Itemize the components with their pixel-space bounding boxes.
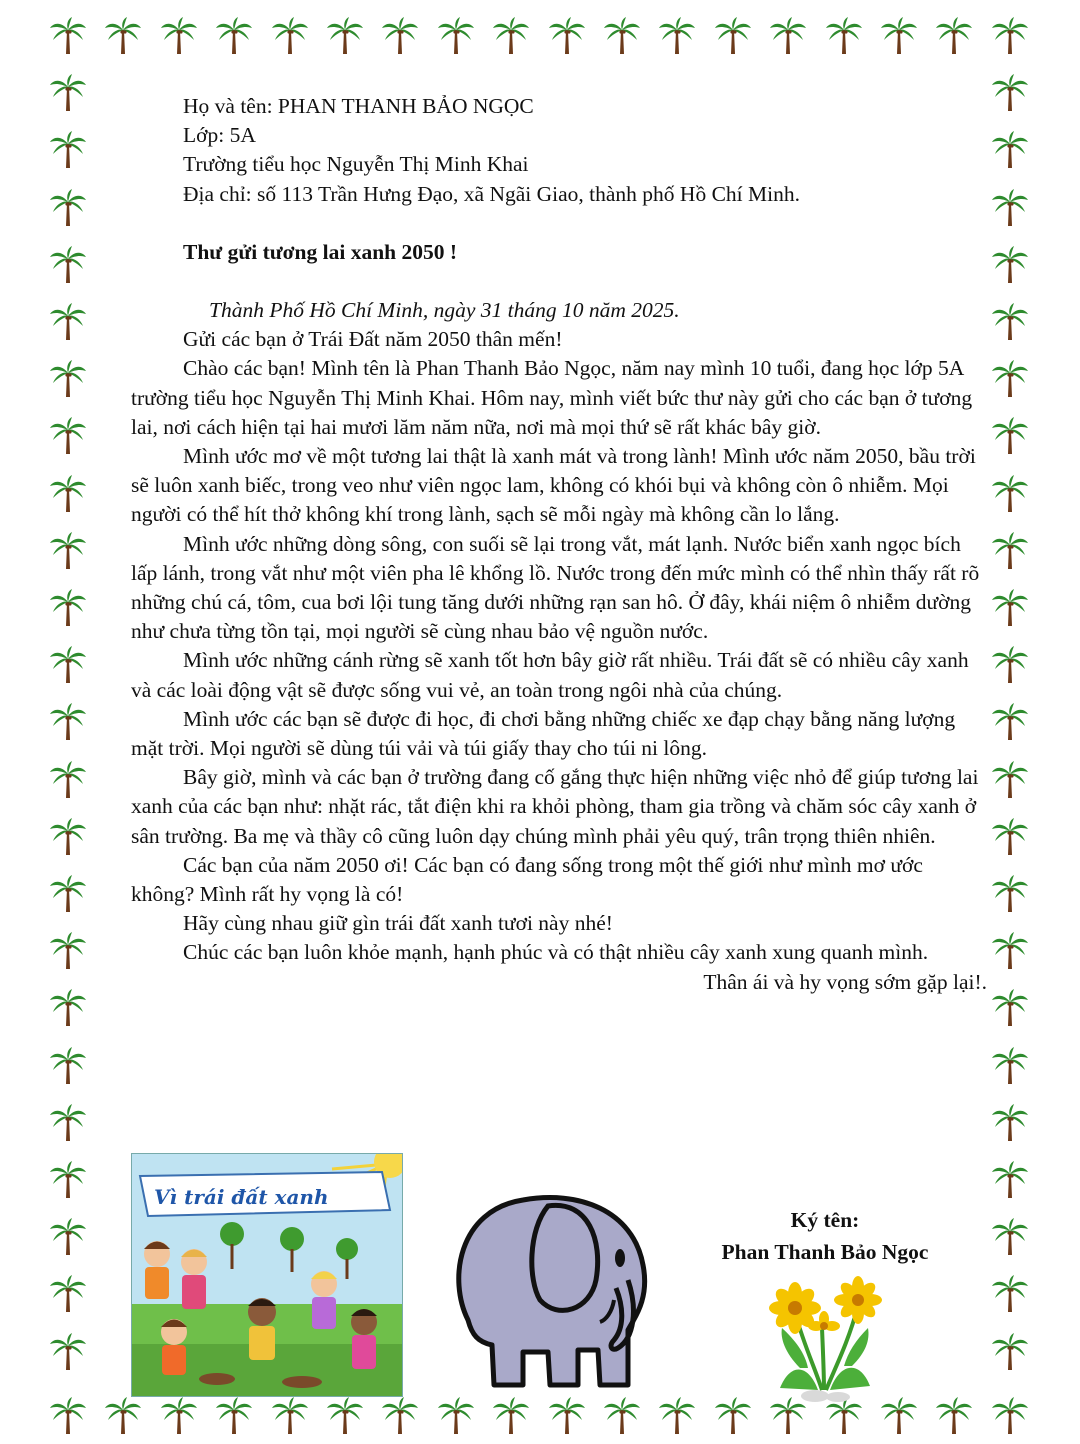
palm-tree-icon (48, 988, 88, 1028)
poster-banner: Vì trái đất xanh (154, 1185, 329, 1209)
palm-tree-icon (214, 16, 254, 56)
palm-tree-icon (491, 1396, 531, 1436)
signature-block (690, 1204, 960, 1268)
palm-tree-icon (491, 16, 531, 56)
palm-tree-icon (159, 16, 199, 56)
palm-tree-icon (990, 1332, 1030, 1372)
class-line: Lớp: 5A (183, 123, 256, 148)
palm-tree-icon (990, 1217, 1030, 1257)
signature-label: Ký tên: (790, 1208, 860, 1232)
elephant-icon (428, 1170, 668, 1400)
palm-tree-icon (990, 988, 1030, 1028)
palm-tree-icon (103, 16, 143, 56)
palm-tree-icon (48, 416, 88, 456)
palm-tree-icon (48, 702, 88, 742)
palm-tree-icon (547, 1396, 587, 1436)
paragraph: Mình ước mơ về một tương lai thật là xanh mát và trong lành! Mình ước năm 2050, bầu trời sẽ luôn xanh biếc, trong veo như viên ngọc lam, không có khói bụi và không còn ô nhiễm. Mọi người có thể hít thở không khí trong lành, sạch sẽ mỗi ngày mà không cần lo lắng. (131, 444, 976, 527)
palm-tree-icon (934, 16, 974, 56)
paragraph: Hãy cùng nhau giữ gìn trái đất xanh tươi này nhé! (183, 911, 613, 936)
palm-tree-icon (214, 1396, 254, 1436)
earth-day-poster (131, 1153, 403, 1397)
palm-tree-icon (602, 1396, 642, 1436)
paragraph: Mình ước những dòng sông, con suối sẽ lại trong vắt, mát lạnh. Nước biển xanh ngọc bích lấp lánh, trong vắt như một viên pha lê khổng lồ. Nước trong đến mức mình có thể nhìn thấy rất rõ những chú cá, tôm, cua bơi lội tung tăng dưới những rạn san hô. Ở đây, khái niệm ô nhiễm dường như chưa từng tồn tại, mọi người sẽ cùng nhau bảo vệ nguồn nước. (131, 531, 980, 644)
palm-tree-icon (48, 1046, 88, 1086)
palm-tree-icon (990, 1160, 1030, 1200)
palm-tree-icon (48, 1396, 88, 1436)
palm-tree-icon (48, 588, 88, 628)
palm-tree-icon (990, 702, 1030, 742)
palm-tree-icon (879, 16, 919, 56)
student-name-line: Họ và tên: PHAN THANH BẢO NGỌC (183, 94, 534, 118)
paragraph: Mình ước các bạn sẽ được đi học, đi chơi bằng những chiếc xe đạp chạy bằng năng lượng mặt trời. Mọi người sẽ dùng túi vải và túi giấy thay cho túi ni lông. (131, 706, 956, 761)
palm-tree-icon (990, 1046, 1030, 1086)
palm-tree-icon (48, 1332, 88, 1372)
palm-tree-icon (990, 588, 1030, 628)
palm-tree-icon (48, 73, 88, 113)
palm-tree-icon (990, 302, 1030, 342)
palm-tree-icon (990, 359, 1030, 399)
letter-body (131, 92, 991, 997)
palm-tree-icon (48, 359, 88, 399)
palm-tree-icon (768, 16, 808, 56)
palm-tree-icon (325, 16, 365, 56)
paragraph: Mình ước những cánh rừng sẽ xanh tốt hơn bây giờ rất nhiều. Trái đất sẽ có nhiều cây xanh và các loài động vật sẽ được sống vui vẻ, an toàn trong ngôi nhà của chúng. (131, 648, 969, 702)
palm-tree-icon (990, 73, 1030, 113)
palm-tree-icon (990, 245, 1030, 285)
palm-tree-icon (48, 874, 88, 914)
palm-tree-icon (48, 1217, 88, 1257)
palm-tree-icon (48, 474, 88, 514)
palm-tree-icon (48, 645, 88, 685)
palm-tree-icon (48, 1160, 88, 1200)
palm-tree-icon (602, 16, 642, 56)
palm-tree-icon (657, 1396, 697, 1436)
palm-tree-icon (48, 1103, 88, 1143)
palm-tree-icon (48, 817, 88, 857)
palm-tree-icon (380, 1396, 420, 1436)
palm-tree-icon (270, 16, 310, 56)
palm-tree-icon (436, 1396, 476, 1436)
palm-tree-icon (48, 188, 88, 228)
flower-icon (760, 1268, 890, 1403)
palm-tree-icon (713, 16, 753, 56)
palm-tree-icon (990, 1274, 1030, 1314)
palm-tree-icon (48, 130, 88, 170)
palm-tree-icon (990, 1103, 1030, 1143)
palm-tree-icon (990, 474, 1030, 514)
palm-tree-icon (48, 245, 88, 285)
palm-tree-icon (380, 16, 420, 56)
palm-tree-icon (48, 931, 88, 971)
palm-tree-icon (990, 416, 1030, 456)
palm-tree-icon (547, 16, 587, 56)
palm-tree-icon (657, 16, 697, 56)
greeting: Gửi các bạn ở Trái Đất năm 2050 thân mến! (183, 327, 563, 352)
signature-name: Phan Thanh Bảo Ngọc (721, 1240, 929, 1264)
palm-tree-icon (270, 1396, 310, 1436)
poster-illustration-icon (132, 1154, 402, 1396)
paragraph: Chào các bạn! Mình tên là Phan Thanh Bảo Ngọc, năm nay mình 10 tuổi, đang học lớp 5A trường tiểu học Nguyễn Thị Minh Khai. Hôm nay, mình viết bức thư này gửi cho các bạn ở tương lai, nơi cách hiện tại hai mươi lăm năm nữa, nơi mà mọi thứ sẽ rất khác bây giờ. (131, 356, 973, 439)
palm-tree-icon (990, 188, 1030, 228)
paragraph: Các bạn của năm 2050 ơi! Các bạn có đang sống trong một thế giới như mình mơ ước không? Mình rất hy vọng là có! (131, 852, 923, 907)
palm-tree-icon (990, 817, 1030, 857)
palm-tree-icon (990, 874, 1030, 914)
palm-tree-icon (159, 1396, 199, 1436)
palm-tree-icon (103, 1396, 143, 1436)
address-line: Địa chỉ: số 113 Trần Hưng Đạo, xã Ngãi Giao, thành phố Hồ Chí Minh. (183, 181, 800, 206)
palm-tree-icon (990, 531, 1030, 571)
letter-title: Thư gửi tương lai xanh 2050 ! (183, 239, 458, 264)
palm-tree-icon (48, 1274, 88, 1314)
palm-tree-icon (436, 16, 476, 56)
dateline: Thành Phố Hồ Chí Minh, ngày 31 tháng 10 năm 2025. (209, 298, 680, 323)
palm-tree-icon (990, 1396, 1030, 1436)
school-line: Trường tiểu học Nguyễn Thị Minh Khai (183, 152, 529, 177)
palm-tree-icon (990, 931, 1030, 971)
palm-tree-icon (990, 645, 1030, 685)
palm-tree-icon (824, 16, 864, 56)
palm-tree-icon (990, 16, 1030, 56)
palm-tree-icon (990, 760, 1030, 800)
palm-tree-icon (48, 302, 88, 342)
palm-tree-icon (48, 760, 88, 800)
palm-tree-icon (713, 1396, 753, 1436)
palm-tree-icon (48, 531, 88, 571)
paragraph: Bây giờ, mình và các bạn ở trường đang cố gắng thực hiện những việc nhỏ để giúp tương lai xanh của các bạn như: nhặt rác, tắt điện khi ra khỏi phòng, tham gia trồng và chăm sóc cây xanh ở sân trường. Ba mẹ và thầy cô cũng luôn dạy chúng mình phải yêu quý, trân trọng thiên nhiên. (131, 765, 979, 848)
closing-line: Thân ái và hy vọng sớm gặp lại!. (703, 969, 987, 994)
palm-tree-icon (990, 130, 1030, 170)
palm-tree-icon (48, 16, 88, 56)
palm-tree-icon (934, 1396, 974, 1436)
palm-tree-icon (325, 1396, 365, 1436)
paragraph: Chúc các bạn luôn khỏe mạnh, hạnh phúc và có thật nhiều cây xanh xung quanh mình. (183, 940, 929, 965)
